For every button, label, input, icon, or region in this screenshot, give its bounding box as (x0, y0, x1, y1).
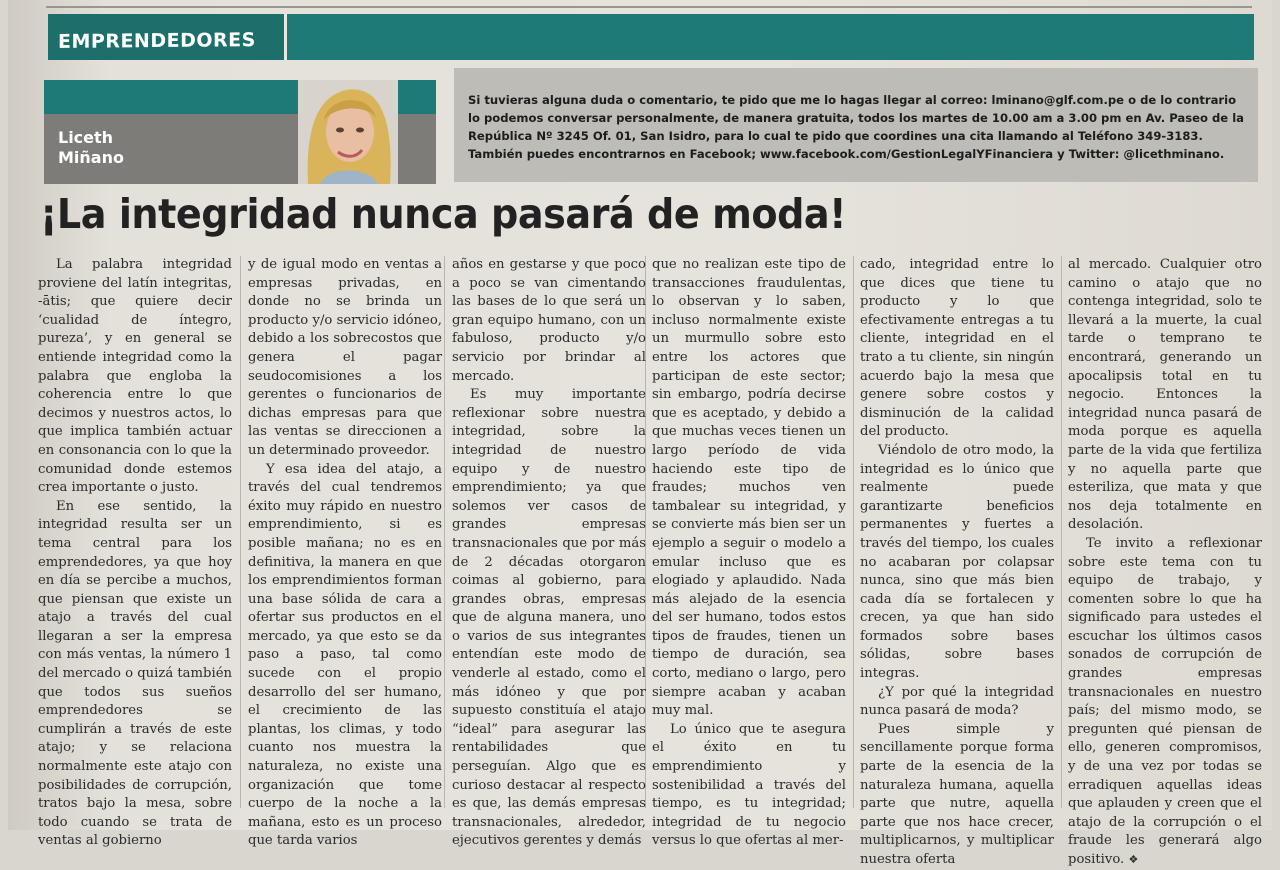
paragraph: ¿Y por qué la integridad nunca pasará de moda? (860, 684, 1054, 719)
paragraph: años en gestarse y que poco a poco se van cimentando las bases de lo que será un gran equipo humano, con un fabuloso, producto y/o servicio por brindar al mercado. (452, 257, 646, 384)
article-column-5 (860, 256, 1054, 870)
article-column-1 (38, 256, 232, 851)
article-column-3 (452, 256, 646, 851)
paragraph: Pues simple y sencillamente porque forma parte de la esencia de la naturaleza humana, aquella parte que nutre, aquella parte que nos hace crecer, multiplicarnos, y multiplicar nuestra oferta (860, 721, 1054, 867)
paragraph: Lo único que te asegura el éxito en tu emprendimiento y sostenibilidad a través del tiempo, es tu integridad; integridad de tu negocio versus lo que ofertas al mer- (652, 721, 846, 849)
author-portrait-image (298, 80, 398, 184)
paragraph: Es muy importante reflexionar sobre nuestra integridad, sobre la integridad de nuestro equipo y de nuestro emprendimiento; ya que solemos ver casos de grandes empresas transnacionales que por más de 2 décadas otorgaron coimas al gobierno, para grandes obras, empresas que de alguna manera, uno o varios de sus integrantes entendían este modo de venderle al estado, como el más idóneo y que por supuesto constituía el atajo “ideal” para asegurar las rentabilidades que perseguían. Algo que es curioso destacar al respecto es que, las demás empresas transnacionales, alrededor, ejecutivos gerentes y demás (452, 387, 646, 849)
top-rule (46, 6, 1252, 8)
author-name: Liceth Miñano (58, 128, 124, 167)
article-column-2 (248, 256, 442, 851)
paragraph: cado, integridad entre lo que dices que tiene tu producto y lo que efectivamente entregas a tu cliente, integridad en el trato a tu cliente, sin ningún acuerdo bajo la mesa que genere sobre costos y disminución de la calidad del producto. (860, 257, 1054, 440)
paragraph: que no realizan este tipo de transacciones fraudulentas, lo observan y lo saben, incluso normalmente existe un murmullo sobre esto entre los actores que participan de este sector; sin embargo, podría decirse que es aceptado, y debido a que muchas veces tienen un largo período de vida haciendo este tipo de fraudes; muchos ven tambalear su integridad, y se convierte más bien ser un ejemplo a seguir o modelo a emular incluso que es elogiado y aplaudido. Nada más alejado de la esencia del ser humano, todos estos tipos de fraudes, tienen un tiempo de duración, sea corto, mediano o largo, pero siempre acaban y acaban muy mal. (652, 257, 846, 719)
article-headline: ¡La integridad nunca pasará de moda! (40, 190, 847, 238)
paragraph: Viéndolo de otro modo, la integridad es lo único que realmente puede garantizarte beneficios permanentes y fuertes a través del tiempo, los cuales no acabaran por colapsar nunca, sino que más bien cada día se fortalecen y crecen, ya que han sido formados sobre bases sólidas, sobre bases integras. (860, 442, 1054, 682)
contact-info-text: Si tuvieras alguna duda o comentario, te pido que me lo hagas llegar al correo: lminano@glf.com.pe o de lo contrario lo podemos conversar personalmente, de manera gratuita, todos los martes de 10.00 am a 3.00 pm en Av. Paseo de la República Nº 3245 Of. 01, San Isidro, para lo cual te pido que coordines una cita llamando al Teléfono 349-3183. También puedes encontrarnos en Facebook; www.facebook.com/GestionLegalYFinanciera y Twitter: @licethminano. (468, 93, 1244, 161)
paragraph: Te invito a reflexionar sobre este tema con tu equipo de trabajo, y comenten sobre lo que ha significado para ustedes el escuchar los últimos casos sonados de corrupción de grandes empresas transnacionales en nuestro país; del mismo modo, se pregunten qué piensan de ello, generen compromisos, y de una vez por todas se erradiquen aquellas ideas que aplauden y creen que el atajo de la corrupción o el fraude les generará algo positivo. ❖ (1068, 535, 1262, 867)
paragraph: al mercado. Cualquier otro camino o atajo que no contenga integridad, solo te llevará a la muerte, la cual tarde o temprano te encontrará, generando un apocalipsis total en tu negocio. Entonces la integridad nunca pasará de moda porque es aquella parte de la vida que fertiliza y no aquella parte que esteriliza, que mata y que nos deja totalmente en desolación. (1068, 257, 1262, 533)
article-column-6 (1068, 256, 1262, 870)
paragraph: Y esa idea del atajo, a través del cual tendremos éxito muy rápido en nuestro emprendimiento, si es posible mañana; no es en definitiva, la manera en que los emprendimientos forman una base sólida de cara a ofertar sus productos en el mercado, ya que esto se da paso a paso, tal como sucede con el propio desarrollo del ser humano, el crecimiento de las plantas, los climas, y todo cuanto nos muestra la naturaleza, no existe una organización que tome cuerpo de la noche a la mañana, esto es un proceso que tarda varios (248, 461, 442, 849)
paragraph: La palabra integridad proviene del latín integritas, -ātis; que quiere decir ‘cualidad de íntegro, pureza’, y en general se entiende integridad como la palabra que engloba la coherencia entre lo que decimos y nuestros actos, lo que implica también actuar en consonancia con lo que la comunidad donde estemos crea importante o justo. (38, 257, 232, 496)
author-photo (298, 80, 398, 184)
end-mark-icon: ❖ (1128, 853, 1139, 866)
paragraph: y de igual modo en ventas a empresas privadas, en donde no se brinda un producto y/o servicio idóneo, debido a los sobrecostos que genera el pagar seudocomisiones a los gerentes o funcionarios de dichas empresas para que las ventas se direccionen a un determinado proveedor. (248, 257, 442, 458)
paragraph: En ese sentido, la integridad resulta ser un tema central para los emprendedores, ya que hoy en día se percibe a muchos, que piensan que existe un atajo a través del cual llegaran a ser la empresa con más ventas, la número 1 del mercado o quizá también que todos sus sueños emprendedores se cumplirán a través de este atajo; y se relaciona normalmente este atajo con posibilidades de corrupción, tratos bajo la mesa, sobre todo cuando se trata de ventas al gobierno (38, 498, 233, 849)
article-column-4 (652, 256, 846, 851)
section-title: EMPRENDEDORES (58, 29, 256, 53)
